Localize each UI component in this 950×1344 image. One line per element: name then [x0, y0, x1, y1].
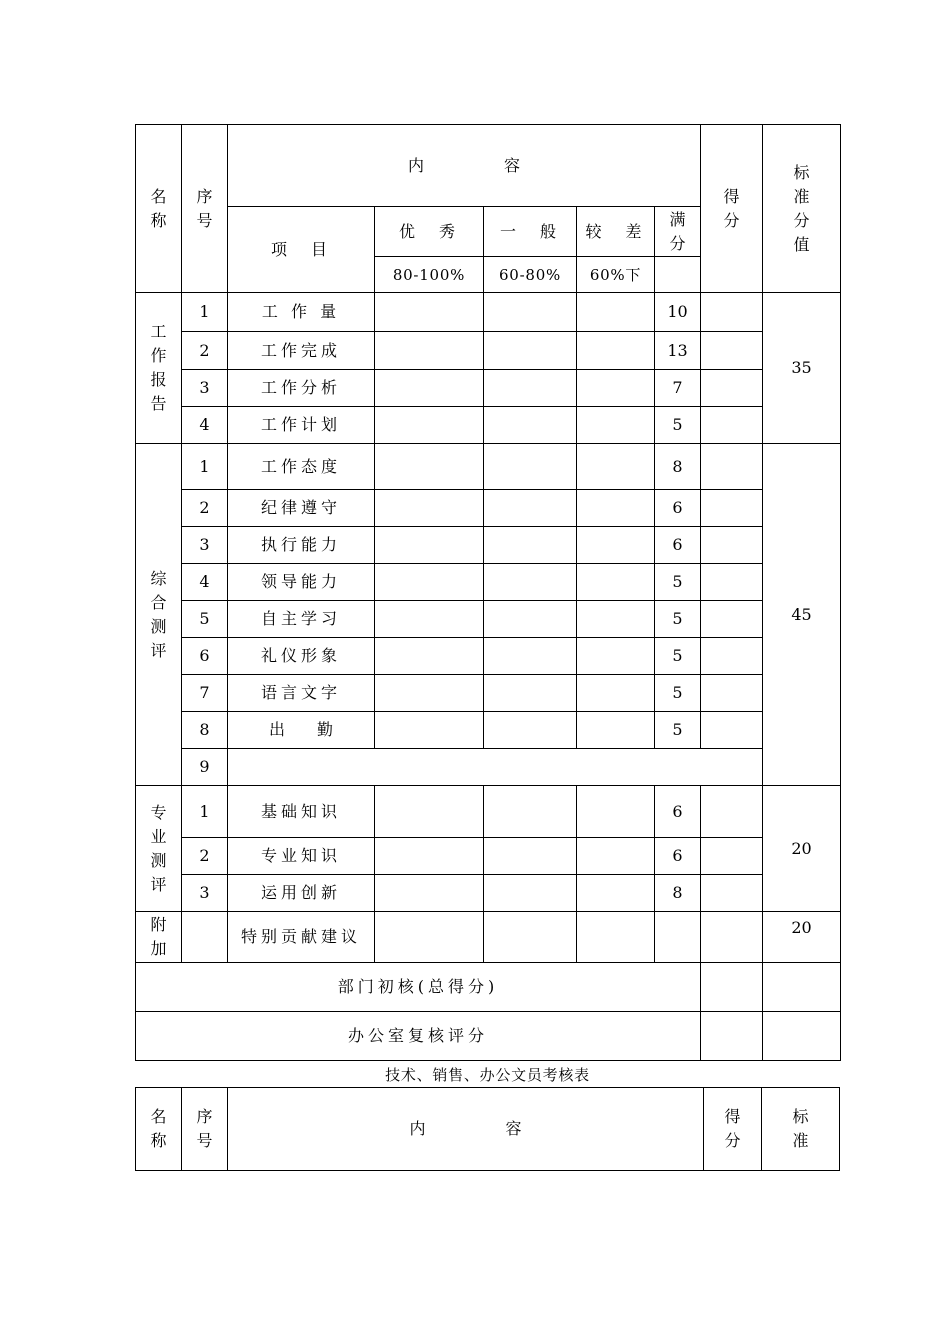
table-row — [136, 370, 841, 407]
header-name: 名称 — [136, 125, 182, 293]
cell-score[interactable] — [701, 638, 763, 675]
cell-poor[interactable] — [577, 875, 655, 912]
table-row — [136, 490, 841, 527]
header-standard-value: 标准分值 — [763, 125, 841, 293]
assessment-table — [135, 124, 841, 1061]
cell-excellent[interactable] — [375, 675, 484, 712]
cell-score[interactable] — [701, 838, 763, 875]
row-full: 13 — [655, 332, 701, 370]
cell-score[interactable] — [701, 786, 763, 838]
section-standard: 20 — [763, 786, 841, 912]
table-row — [136, 601, 841, 638]
table-row — [136, 875, 841, 912]
header-average: 一 般 — [484, 207, 577, 257]
cell-poor[interactable] — [577, 564, 655, 601]
row-seq: 2 — [182, 332, 228, 370]
cell-poor[interactable] — [577, 838, 655, 875]
table-row — [136, 912, 841, 963]
row-seq: 5 — [182, 601, 228, 638]
cell-average[interactable] — [484, 638, 577, 675]
header-seq: 序号 — [182, 125, 228, 293]
table-row — [136, 527, 841, 564]
header-item: 项 目 — [228, 207, 375, 293]
cell-score[interactable] — [701, 875, 763, 912]
cell-score[interactable] — [701, 675, 763, 712]
row-seq: 3 — [182, 527, 228, 564]
row-item: 专业知识 — [228, 838, 375, 875]
row-seq: 3 — [182, 370, 228, 407]
cell-excellent[interactable] — [375, 601, 484, 638]
row-seq: 1 — [182, 444, 228, 490]
cell-average[interactable] — [484, 407, 577, 444]
table-row — [136, 444, 841, 490]
row-item: 基础知识 — [228, 786, 375, 838]
t2-header-content: 内 容 — [228, 1088, 704, 1171]
row-item: 自主学习 — [228, 601, 375, 638]
row-item: 出 勤 — [228, 712, 375, 749]
cell-average[interactable] — [484, 838, 577, 875]
cell-poor[interactable] — [577, 293, 655, 332]
cell-average[interactable] — [484, 564, 577, 601]
dept-review-label: 部门初核(总得分) — [136, 963, 701, 1012]
table-row — [136, 1012, 841, 1061]
row-full: 6 — [655, 838, 701, 875]
cell-poor[interactable] — [577, 370, 655, 407]
cell-poor[interactable] — [577, 912, 655, 963]
table-row — [136, 838, 841, 875]
section-name: 工作报告 — [136, 293, 182, 444]
row-item: 工作态度 — [228, 444, 375, 490]
cell-excellent[interactable] — [375, 444, 484, 490]
row-full: 7 — [655, 370, 701, 407]
table-row — [136, 332, 841, 370]
row-full: 5 — [655, 675, 701, 712]
cell-poor[interactable] — [577, 332, 655, 370]
extra-seq — [182, 912, 228, 963]
row-full: 6 — [655, 786, 701, 838]
cell-excellent[interactable] — [375, 332, 484, 370]
cell-score[interactable] — [701, 444, 763, 490]
row-full: 5 — [655, 638, 701, 675]
cell-average[interactable] — [484, 444, 577, 490]
assessment-table-2 — [135, 1087, 840, 1171]
row-full: 8 — [655, 875, 701, 912]
row-item: 执行能力 — [228, 527, 375, 564]
row-seq: 3 — [182, 875, 228, 912]
row-full: 6 — [655, 527, 701, 564]
cell-average[interactable] — [484, 912, 577, 963]
cell-score[interactable] — [701, 912, 763, 963]
header-content: 内 容 — [228, 125, 701, 207]
cell-excellent[interactable] — [375, 786, 484, 838]
range-excellent: 80-100% — [375, 257, 484, 293]
cell-score[interactable] — [701, 601, 763, 638]
row-seq: 1 — [182, 786, 228, 838]
cell-excellent[interactable] — [375, 370, 484, 407]
row-item: 领导能力 — [228, 564, 375, 601]
row-seq: 4 — [182, 564, 228, 601]
cell-score[interactable] — [701, 332, 763, 370]
cell-score[interactable] — [701, 490, 763, 527]
cell-excellent[interactable] — [375, 838, 484, 875]
cell-poor[interactable] — [577, 490, 655, 527]
cell-average[interactable] — [484, 293, 577, 332]
cell-average[interactable] — [484, 675, 577, 712]
table-row — [136, 712, 841, 749]
extra-name: 附加 — [136, 912, 182, 963]
section-standard: 35 — [763, 293, 841, 444]
cell-average[interactable] — [484, 527, 577, 564]
row-item-blank[interactable] — [228, 749, 763, 786]
header-score: 得分 — [701, 125, 763, 293]
cell-average[interactable] — [484, 712, 577, 749]
t2-header-seq: 序号 — [182, 1088, 228, 1171]
row-full: 5 — [655, 601, 701, 638]
table-row — [136, 786, 841, 838]
cell-excellent[interactable] — [375, 527, 484, 564]
cell-score[interactable] — [701, 564, 763, 601]
cell-poor[interactable] — [577, 712, 655, 749]
table-row — [136, 407, 841, 444]
row-item: 工作计划 — [228, 407, 375, 444]
row-item: 工作分析 — [228, 370, 375, 407]
cell-average[interactable] — [484, 490, 577, 527]
cell-average[interactable] — [484, 786, 577, 838]
row-item: 语言文字 — [228, 675, 375, 712]
row-seq: 8 — [182, 712, 228, 749]
header-full-score: 满分 — [655, 207, 701, 257]
row-seq: 1 — [182, 293, 228, 332]
row-full: 10 — [655, 293, 701, 332]
row-item: 工 作 量 — [228, 293, 375, 332]
row-full: 6 — [655, 490, 701, 527]
row-seq: 7 — [182, 675, 228, 712]
cell-poor[interactable] — [577, 601, 655, 638]
cell-excellent[interactable] — [375, 638, 484, 675]
row-seq: 6 — [182, 638, 228, 675]
table-caption: 技术、销售、办公文员考核表 — [385, 1066, 590, 1084]
cell-excellent[interactable] — [375, 712, 484, 749]
cell-score[interactable] — [701, 407, 763, 444]
row-full: 5 — [655, 564, 701, 601]
table-row — [136, 675, 841, 712]
cell-poor[interactable] — [577, 786, 655, 838]
row-item: 运用创新 — [228, 875, 375, 912]
cell-excellent[interactable] — [375, 293, 484, 332]
table-row — [136, 749, 841, 786]
t2-header-standard: 标准 — [762, 1088, 840, 1171]
cell-score[interactable] — [701, 527, 763, 564]
cell-score[interactable] — [701, 293, 763, 332]
range-average: 60-80% — [484, 257, 577, 293]
cell-excellent[interactable] — [375, 564, 484, 601]
office-review-label: 办公室复核评分 — [136, 1012, 701, 1061]
t2-header-name: 名称 — [136, 1088, 182, 1171]
table-row — [136, 638, 841, 675]
cell-average[interactable] — [484, 370, 577, 407]
row-full: 5 — [655, 712, 701, 749]
table-row — [136, 293, 841, 332]
cell-poor[interactable] — [577, 675, 655, 712]
range-poor: 60%下 — [577, 257, 655, 293]
section-name: 专业测评 — [136, 786, 182, 912]
cell-poor[interactable] — [577, 527, 655, 564]
table-row — [136, 963, 841, 1012]
row-seq: 2 — [182, 838, 228, 875]
cell-average[interactable] — [484, 875, 577, 912]
dept-review-score[interactable] — [701, 963, 763, 1012]
office-review-score[interactable] — [701, 1012, 763, 1061]
row-full: 5 — [655, 407, 701, 444]
cell-excellent[interactable] — [375, 912, 484, 963]
cell-score[interactable] — [701, 712, 763, 749]
extra-standard: 20 — [763, 912, 841, 963]
cell-poor[interactable] — [577, 407, 655, 444]
header-poor: 较 差 — [577, 207, 655, 257]
range-full-blank — [655, 257, 701, 293]
cell-score[interactable] — [701, 370, 763, 407]
row-item: 工作完成 — [228, 332, 375, 370]
cell-excellent[interactable] — [375, 407, 484, 444]
section-name: 综合测评 — [136, 444, 182, 786]
table-row — [136, 564, 841, 601]
cell-excellent[interactable] — [375, 875, 484, 912]
office-review-standard — [763, 1012, 841, 1061]
dept-review-standard — [763, 963, 841, 1012]
extra-item: 特别贡献建议 — [228, 912, 375, 963]
row-seq: 4 — [182, 407, 228, 444]
row-item: 礼仪形象 — [228, 638, 375, 675]
header-excellent: 优 秀 — [375, 207, 484, 257]
cell-average[interactable] — [484, 332, 577, 370]
extra-full — [655, 912, 701, 963]
cell-poor[interactable] — [577, 444, 655, 490]
cell-excellent[interactable] — [375, 490, 484, 527]
row-full: 8 — [655, 444, 701, 490]
row-seq: 9 — [182, 749, 228, 786]
cell-poor[interactable] — [577, 638, 655, 675]
row-seq: 2 — [182, 490, 228, 527]
section-standard: 45 — [763, 444, 841, 786]
t2-header-score: 得分 — [704, 1088, 762, 1171]
row-item: 纪律遵守 — [228, 490, 375, 527]
cell-average[interactable] — [484, 601, 577, 638]
